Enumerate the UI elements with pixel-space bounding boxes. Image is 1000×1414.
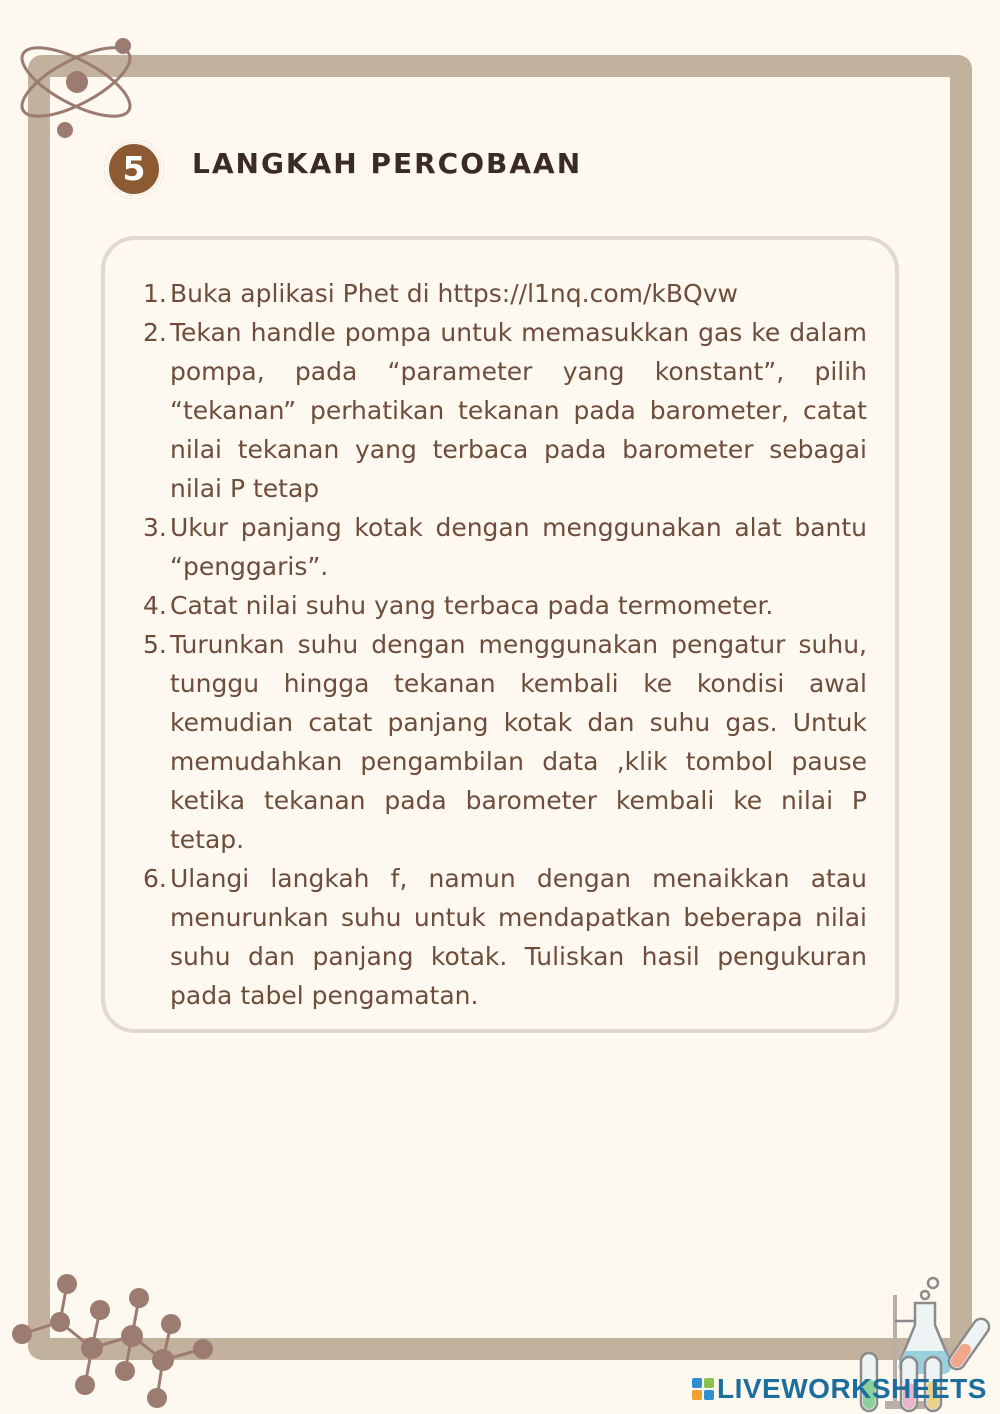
step-text: Turunkan suhu dengan menggunakan pengatur suhu, tunggu hingga tekanan kembali ke kondisi awal kemudian catat panjang kotak dan suhu gas. Untuk memudahkan pengambilan data ,klik tombol pause ketika tekanan pada barometer kembali ke nilai P tetap. <box>170 630 867 854</box>
step-item: 1. Buka aplikasi Phet di https://l1nq.com/kBQvw <box>143 279 738 308</box>
step-item: 3. Ukur panjang kotak dengan menggunakan alat bantu “penggaris”. <box>143 513 867 581</box>
liveworksheets-logo <box>692 1373 987 1405</box>
step-text: Ulangi langkah f, namun dengan menaikkan atau menurunkan suhu untuk mendapatkan beberapa nilai suhu dan panjang kotak. Tuliskan hasil pengukuran pada tabel pengamatan. <box>170 864 867 1010</box>
step-item: 4. Catat nilai suhu yang terbaca pada termometer. <box>143 591 774 620</box>
step-text: Ukur panjang kotak dengan menggunakan alat bantu “penggaris”. <box>170 513 867 581</box>
section-title: LANGKAH PERCOBAAN <box>192 147 583 180</box>
step-text: Tekan handle pompa untuk memasukkan gas ke dalam pompa, pada “parameter yang konstant”, pilih “tekanan” perhatikan tekanan pada barometer, catat nilai tekanan yang terbaca pada barometer sebagai nilai P tetap <box>170 318 867 503</box>
step-text: Catat nilai suhu yang terbaca pada termometer. <box>170 591 774 620</box>
step-text: Buka aplikasi Phet di https://l1nq.com/kBQvw <box>170 279 738 308</box>
step-item: 2. Tekan handle pompa untuk memasukkan gas ke dalam pompa, pada “parameter yang konstant”, pilih “tekanan” perhatikan tekanan pada barometer, catat nilai tekanan yang terbaca pada barometer sebagai nilai P tetap <box>143 318 867 503</box>
step-item: 5. Turunkan suhu dengan menggunakan pengatur suhu, tunggu hingga tekanan kembali ke kondisi awal kemudian catat panjang kotak dan suhu gas. Untuk memudahkan pengambilan data ,klik tombol pause ketika tekanan pada barometer kembali ke nilai P tetap. <box>143 630 867 854</box>
molecule-icon <box>5 1268 220 1414</box>
section-number: 5 <box>122 148 146 188</box>
steps-list <box>143 274 867 1015</box>
atom-icon <box>10 30 145 145</box>
step-item: 6. Ulangi langkah f, namun dengan menaikkan atau menurunkan suhu untuk mendapatkan beberapa nilai suhu dan panjang kotak. Tuliskan hasil pengukuran pada tabel pengamatan. <box>143 864 867 1010</box>
steps-card <box>101 236 899 1033</box>
liveworksheets-brand: LIVEWORKSHEETS <box>717 1373 987 1404</box>
section-number-badge <box>104 139 164 199</box>
liveworksheets-logo-icon <box>692 1378 714 1400</box>
